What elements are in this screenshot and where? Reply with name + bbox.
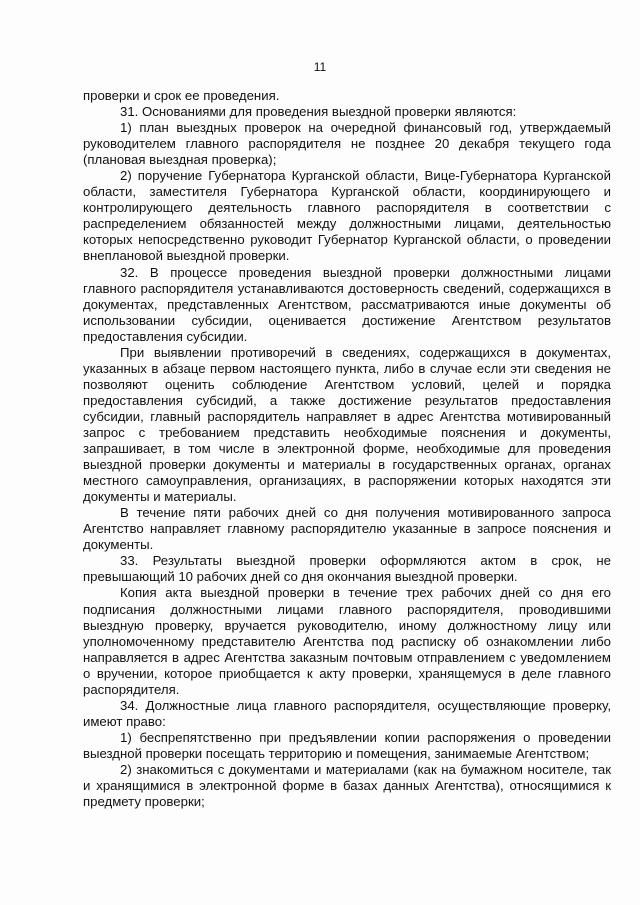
paragraph: 31. Основаниями для проведения выездной проверки являются: [120, 104, 517, 120]
page-number: 11 [313, 60, 327, 74]
paragraph: 32. В процессе проведения выездной проверки должностными лицами главного распорядителя устанавливаются достоверность сведений, содержащихся в документах, представленных Агентством, рассматриваются иные документы об использовании субсидии, оценивается достижение Агентством результатов предоставления субсидии. [83, 264, 611, 344]
paragraph: 2) поручение Губернатора Курганской области, Вице-Губернатора Курганской области, заместителя Губернатора Курганской области, координирующего и контролирующего деятельность главного распорядителя в соответствии с распределением обязанностей между должностными лицами, деятельностью которых непосредственно руководит Губернатор Курганской области, о проведении внеплановой выездной проверки. [83, 168, 611, 264]
document-body [83, 88, 611, 810]
paragraph: проверки и срок ее проведения. [83, 88, 280, 103]
paragraph: 33. Результаты выездной проверки оформляются актом в срок, не превышающий 10 рабочих дней со дня окончания выездной проверки. [83, 553, 611, 585]
paragraph: В течение пяти рабочих дней со дня получения мотивированного запроса Агентство направляет главному распорядителю указанные в запросе пояснения и документы. [83, 505, 611, 553]
paragraph: 2) знакомиться с документами и материалами (как на бумажном носителе, так и хранящимися в электронной форме в базах данных Агентства), относящимися к предмету проверки; [83, 761, 611, 810]
paragraph: Копия акта выездной проверки в течение трех рабочих дней со дня его подписания должностными лицами главного распорядителя, проводившими выездную проверку, вручается руководителю, иному должностному лицу или уполномоченному представителю Агентства под расписку об ознакомлении либо направляется в адрес Агентства заказным почтовым отправлением с уведомлением о вручении, которое приобщается к акту проверки, хранящемуся в деле главного распорядителя. [83, 585, 611, 697]
paragraph: 1) беспрепятственно при предъявлении копии распоряжения о проведении выездной проверки посещать территорию и помещения, занимаемые Агентством; [83, 729, 611, 761]
paragraph: При выявлении противоречий в сведениях, содержащихся в документах, указанных в абзаце первом настоящего пункта, либо в случае если эти сведения не позволяют оценить соблюдение Агентством условий, целей и порядка предоставления субсидий, а также достижение результатов предоставления субсидии, главный распорядитель направляет в адрес Агентства мотивированный запрос с требованием представить необходимые пояснения и документы, запрашивает, в том числе в электронной форме, необходимые для проведения выездной проверки документы и материалы в государственных органах, органах местного самоуправления, организациях, в распоряжении которых находятся эти документы и материалы. [83, 344, 611, 505]
paragraph: 34. Должностные лица главного распорядителя, осуществляющие проверку, имеют право: [83, 697, 611, 729]
paragraph: 1) план выездных проверок на очередной финансовый год, утверждаемый руководителем главного распорядителя не позднее 20 декабря текущего года (плановая выездная проверка); [83, 120, 611, 168]
